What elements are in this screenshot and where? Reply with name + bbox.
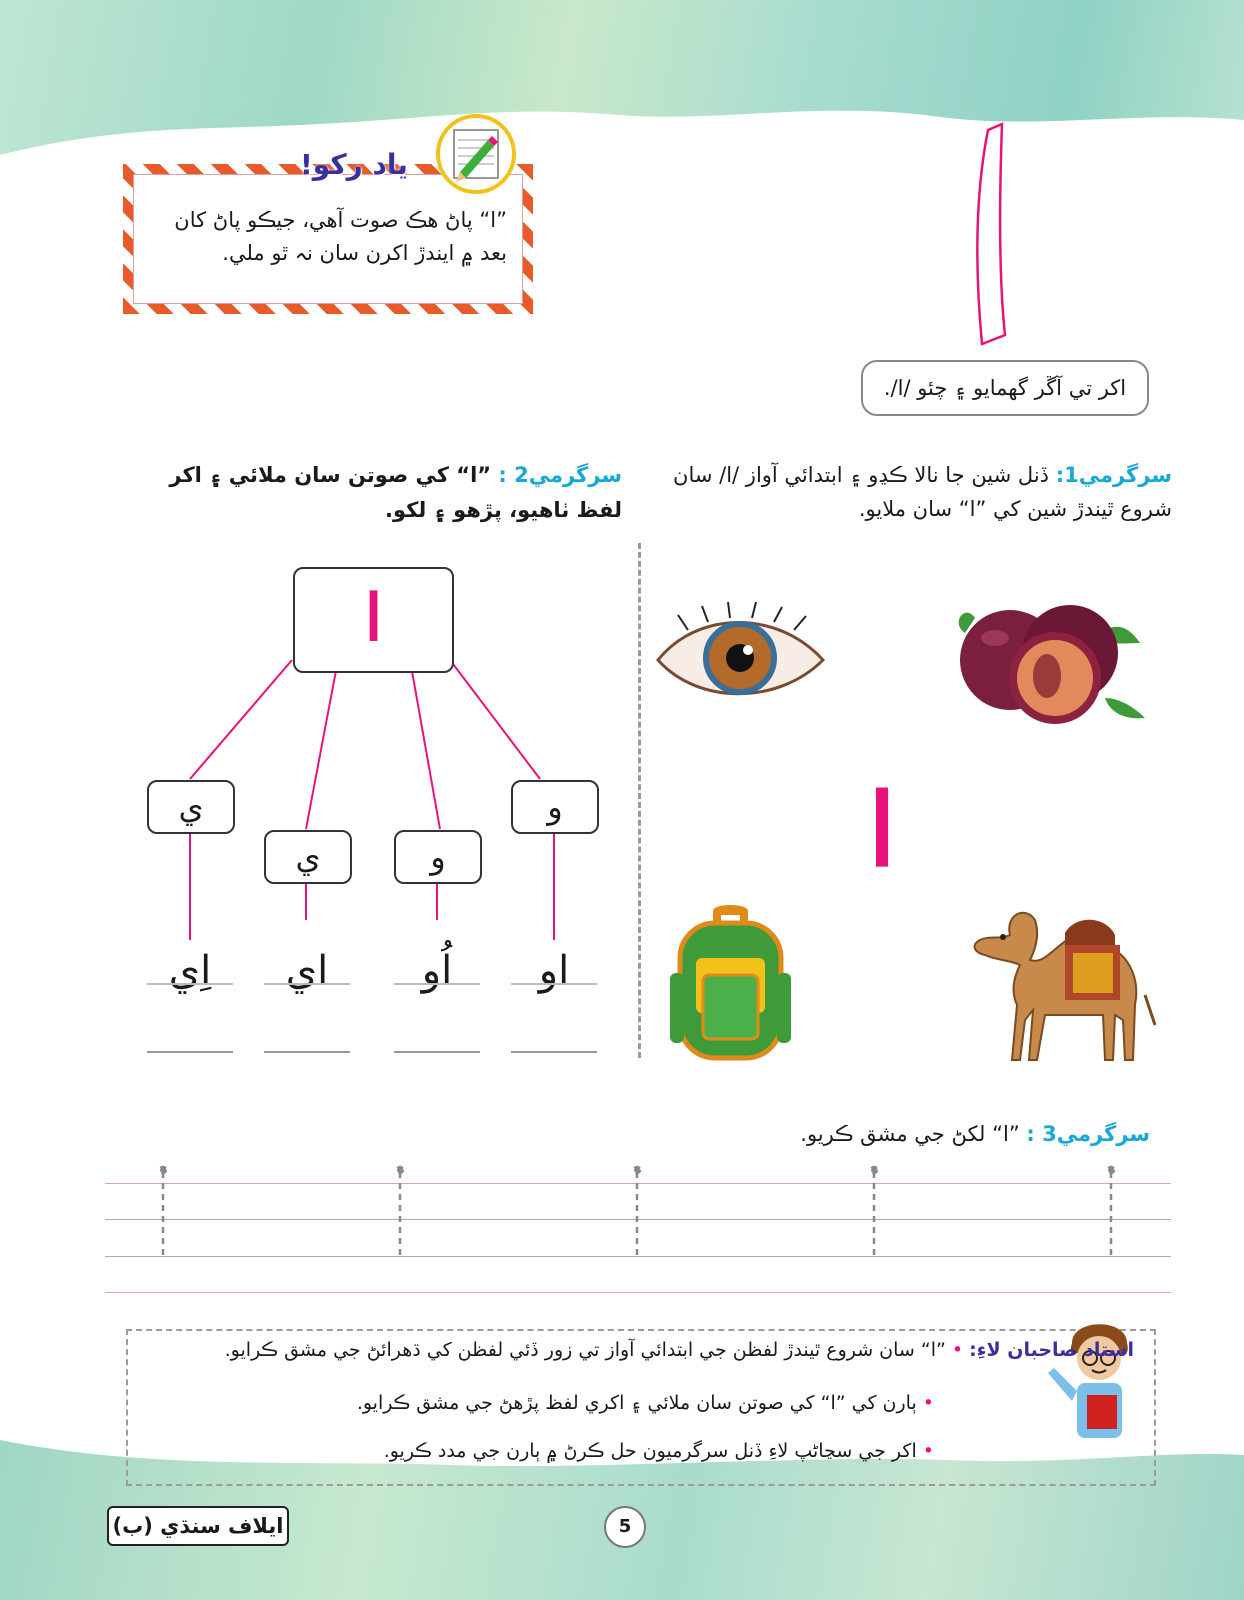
write-answer-line[interactable] bbox=[147, 1051, 233, 1053]
camel-picture[interactable] bbox=[965, 905, 1160, 1070]
teacher-note-text: اکر جي سڃاڻپ لاءِ ڏنل سرگرميون حل ڪرڻ ۾ ٻارن جي مدد ڪريو. bbox=[383, 1440, 917, 1462]
activity1-instruction bbox=[652, 458, 1172, 526]
section-divider bbox=[638, 543, 641, 1058]
tree-branch-box bbox=[511, 780, 599, 834]
remember-text: ”ا“ پاڻ هڪ صوت آهي، جيڪو پاڻ کان بعد ۾ ايندڙ اکرن سان نہ ٿو ملي. bbox=[174, 208, 507, 265]
word-baseline bbox=[264, 983, 350, 985]
trace-guide-line bbox=[105, 1292, 1171, 1293]
word-baseline bbox=[511, 983, 597, 985]
teacher-cartoon-icon bbox=[1042, 1313, 1152, 1446]
activity2-instruction bbox=[122, 458, 622, 528]
plum-picture[interactable] bbox=[955, 598, 1145, 728]
tree-branch-letter: و bbox=[430, 838, 446, 876]
shape-note-text: اکر تي آڱر گھمايو ۽ چئو /ا/. bbox=[883, 376, 1127, 400]
page-number: 5 bbox=[604, 1506, 646, 1548]
teacher-note-text: ٻارن کي ”ا“ کي صوتن سان ملائي ۽ اکري لفظ پڙهڻ جي مشق ڪرايو. bbox=[356, 1392, 917, 1414]
teacher-note-line-1: استاد صاحبان لاءِ: • ”ا“ سان شروع ٿيندڙ لفظن جي ابتدائي آواز تي زور ڏئي لفظن کي ڌهرائڻ جي مشق ڪرايو. bbox=[224, 1339, 1134, 1361]
teacher-note-line-2: • ٻارن کي ”ا“ کي صوتن سان ملائي ۽ اکري لفظ پڙهڻ جي مشق ڪرايو. bbox=[356, 1392, 934, 1414]
word-baseline bbox=[394, 983, 480, 985]
write-answer-line[interactable] bbox=[511, 1051, 597, 1053]
tree-word: او bbox=[538, 948, 570, 994]
activity1-label: سرگرمي1: bbox=[1055, 463, 1172, 487]
shape-note bbox=[861, 360, 1149, 416]
write-answer-line[interactable] bbox=[394, 1051, 480, 1053]
remember-title: ياد رکو! bbox=[300, 148, 408, 181]
activity3-text: ”ا“ لکڻ جي مشق ڪريو. bbox=[800, 1122, 1020, 1146]
tree-branch-box bbox=[147, 780, 235, 834]
book-name: ايلاف سنڌي (ب) bbox=[107, 1506, 289, 1546]
activity3-instruction bbox=[550, 1117, 1150, 1152]
activity1-center-letter[interactable]: ا bbox=[868, 771, 896, 889]
tree-root-letter: ا bbox=[364, 581, 383, 656]
activity2-label: سرگرمي2 : bbox=[498, 463, 622, 487]
teacher-label: استاد صاحبان لاءِ: bbox=[969, 1339, 1134, 1361]
activity2-text: ”ا“ کي صوتن سان ملائي ۽ اکر لفظ ٺاهيو، پڙهو ۽ لکو. bbox=[169, 463, 622, 522]
tree-branch-letter: ي bbox=[178, 788, 204, 826]
tree-root-box bbox=[293, 567, 454, 673]
tree-branch-box bbox=[264, 830, 352, 884]
activity1-text: ڏنل شين جا نالا ڪڍو ۽ ابتدائي آواز /ا/ سان شروع ٿيندڙ شين کي ”ا“ سان ملايو. bbox=[673, 463, 1172, 521]
tree-branch-letter: ي bbox=[295, 838, 321, 876]
tree-branch-letter: و bbox=[547, 788, 563, 826]
activity3-label: سرگرمي3 : bbox=[1026, 1122, 1150, 1146]
teacher-note-text: ”ا“ سان شروع ٿيندڙ لفظن جي ابتدائي آواز تي زور ڏئي لفظن کي ڌهرائڻ جي مشق ڪرايو. bbox=[224, 1339, 946, 1361]
tree-word: اي bbox=[285, 948, 329, 994]
tree-word: اِي bbox=[168, 948, 212, 994]
teacher-note-line-3: • اکر جي سڃاڻپ لاءِ ڏنل سرگرميون حل ڪرڻ ۾ ٻارن جي مدد ڪريو. bbox=[383, 1440, 934, 1462]
alef-tracing-guides[interactable] bbox=[150, 1164, 1130, 1260]
tree-word: اُو bbox=[421, 948, 453, 994]
big-alef-outline bbox=[960, 120, 1020, 350]
eye-picture[interactable] bbox=[648, 600, 828, 720]
word-baseline bbox=[147, 983, 233, 985]
write-answer-line[interactable] bbox=[264, 1051, 350, 1053]
tree-branch-box bbox=[394, 830, 482, 884]
notebook-pencil-icon bbox=[436, 114, 516, 194]
backpack-picture[interactable] bbox=[668, 903, 793, 1065]
